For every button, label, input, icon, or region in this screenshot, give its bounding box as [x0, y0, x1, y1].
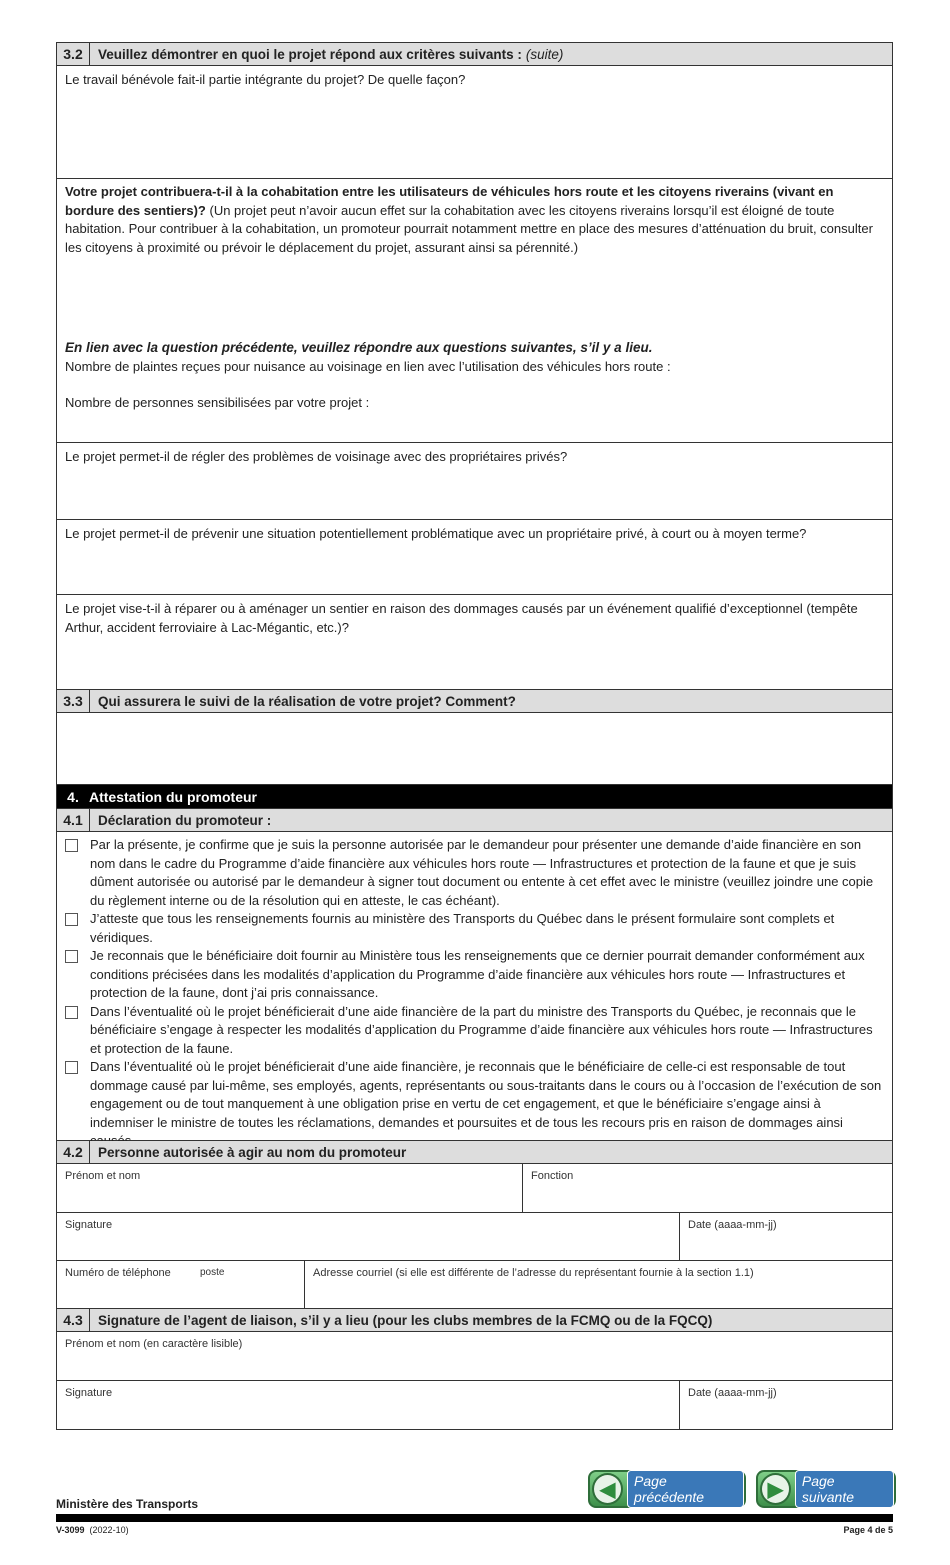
question-label: Le projet permet-il de régler des problèmes de voisinage avec des propriétaires privés? — [65, 449, 568, 464]
signature-field[interactable] — [57, 1213, 679, 1260]
next-page-label: Page suivante — [795, 1470, 894, 1508]
question-detail: (Un projet peut n’avoir aucun effet sur la cohabitation avec les citoyens riverains lorsqu’il est éloigné de toute habitation. Pour contribuer à la cohabitation, un promoteur pourrait notamment mettre en place des mesures d’atténuation du bruit, consulter les citoyens à proximité ou prévoir le déplacement du projet, assurant ainsi sa pérennité.) — [65, 202, 873, 255]
follow-up-block — [57, 339, 892, 413]
section-3-3-header — [57, 690, 892, 713]
section-number: 4.1 — [57, 809, 90, 831]
section-title-text: Veuillez démontrer en quoi le projet répond aux critères suivants : — [98, 46, 522, 62]
arrow-left-icon: ◀ — [592, 1473, 623, 1505]
field-label: Signature — [65, 1387, 113, 1399]
liaison-signature-field[interactable] — [57, 1381, 679, 1429]
liaison-name-field[interactable] — [57, 1332, 892, 1380]
declaration-checkbox[interactable] — [65, 1061, 78, 1074]
prevent-issues-field[interactable] — [57, 520, 892, 595]
volunteer-work-field[interactable] — [57, 66, 892, 179]
section-title: Déclaration du promoteur : — [98, 812, 272, 828]
form — [56, 42, 893, 1430]
declaration-checkbox[interactable] — [65, 839, 78, 852]
section-4-2-header — [57, 1141, 892, 1164]
next-page-button[interactable] — [756, 1470, 896, 1508]
liaison-name-row — [57, 1332, 892, 1381]
declaration-item — [57, 1058, 892, 1151]
suite-label: (suite) — [525, 46, 564, 62]
name-function-row — [57, 1164, 892, 1213]
section-number: 3.3 — [57, 690, 90, 712]
declaration-item — [57, 836, 892, 910]
field-label: Signature — [65, 1219, 113, 1231]
section-number: 4.2 — [57, 1141, 90, 1163]
declaration-text: Dans l’éventualité où le projet bénéficierait d’une aide financière, je reconnais que le bénéficiaire de celle-ci est responsable de tout dommage causé par lui-même, ses employés, agents, représentants ou sous-traitants dans le cours ou à l’occasion de l’exécution de son engagement ou de tout manquement à une obligation prise en vertu de cet engagement, et que le bénéficiaire s’engage ainsi à indemniser le ministre de toutes les réclamations, demandes et poursuites et de tous les recours pris en raison de dommages ainsi — [90, 1059, 882, 1130]
field-label: Fonction — [531, 1170, 574, 1182]
section-4-header — [57, 785, 892, 809]
date-field[interactable] — [679, 1213, 892, 1260]
declaration-text: J’atteste que tous les renseignements fournis au ministère des Transports du Québec dans le présent formulaire sont complets et véridiques. — [90, 911, 835, 945]
exceptional-event-field[interactable] — [57, 595, 892, 690]
ministry-name: Ministère des Transports — [56, 1497, 199, 1511]
declaration-item — [57, 947, 892, 1003]
form-code-number: V-3099 — [56, 1525, 85, 1535]
footer-bar — [56, 1514, 893, 1522]
declaration-checkbox[interactable] — [65, 913, 78, 926]
declaration-list — [57, 832, 892, 1141]
arrow-right-icon: ▶ — [760, 1473, 791, 1505]
declaration-text: Je reconnais que le bénéficiaire doit fournir au Ministère tous les renseignements que ce dernier pourrait demander conformément aux conditions précisées dans les modalités d’application du Programme d’aide financière aux véhicules hors route — Infrastructures et protection de la faune, dont j’ai pris connaissance. — [90, 948, 865, 1000]
field-label: Prénom et nom (en caractère lisible) — [65, 1338, 243, 1350]
declaration-checkbox[interactable] — [65, 950, 78, 963]
section-number: 3.2 — [57, 43, 90, 65]
sensitized-count-label: Nombre de personnes sensibilisées par votre projet : — [65, 395, 370, 410]
section-number: 4.3 — [57, 1309, 90, 1331]
declaration-text: Par la présente, je confirme que je suis la personne autorisée par le demandeur pour présenter une demande d’aide financière en son nom dans le cadre du Programme d’aide financière aux véhicules hors route — Infrastructures et protection de la faune et que je suis dûment autorisée ou autorisé par le demandeur à signer tout document ou entente à cet effet avec le ministre (veuillez joindre une copie du règlement interne ou de la résolution qui en atteste, le cas échéant). — [90, 837, 874, 908]
question-label: Le projet permet-il de prévenir une situation potentiellement problématique avec un propriétaire privé, à court ou à moyen terme? — [65, 526, 807, 541]
cohabitation-field[interactable] — [57, 179, 892, 443]
previous-page-button[interactable] — [588, 1470, 746, 1508]
field-label: Date (aaaa-mm-jj) — [688, 1219, 777, 1231]
section-title — [90, 47, 563, 62]
name-field[interactable] — [57, 1164, 522, 1212]
field-label: Prénom et nom — [65, 1170, 141, 1182]
liaison-signature-row — [57, 1381, 892, 1429]
liaison-date-field[interactable] — [679, 1381, 892, 1429]
follow-up-field[interactable] — [57, 713, 892, 785]
field-label: Adresse courriel (si elle est différente de l’adresse du représentant fournie à la section 1.1) — [313, 1267, 754, 1279]
section-number: 4. — [67, 788, 79, 805]
declaration-item — [57, 910, 892, 947]
question-bold: Votre projet contribuera-t-il à la cohabitation entre les utilisateurs de véhicules hors route et les citoyens riverains (vivant en bordure des sentiers)? — [65, 184, 834, 218]
phone-field[interactable] — [57, 1261, 304, 1308]
section-title: Attestation du promoteur — [89, 788, 257, 805]
field-label: Date (aaaa-mm-jj) — [688, 1387, 777, 1399]
section-title: Qui assurera le suivi de la réalisation de votre projet? Comment? — [98, 693, 516, 709]
declaration-text: Dans l’éventualité où le projet bénéficierait d’une aide financière de la part du ministre des Transports du Québec, je reconnais que le bénéficiaire s’engage à respecter les modalités d’application du Programme d’aide financière aux véhicules hors route — Infrastructures et protection de la faune. — [90, 1003, 873, 1056]
section-3-2-header — [57, 43, 892, 66]
section-4-1-header — [57, 809, 892, 832]
follow-up-intro: En lien avec la question précédente, veuillez répondre aux questions suivantes, s’il y a lieu. — [65, 340, 653, 355]
extension-label: poste — [200, 1267, 225, 1278]
form-version: (2022-10) — [89, 1525, 129, 1535]
section-4-3-header — [57, 1309, 892, 1332]
page-number: Page 4 de 5 — [843, 1525, 893, 1535]
question-label: Le projet vise-t-il à réparer ou à aménager un sentier en raison des dommages causés par un événement qualifié d’exceptionnel (tempête Arthur, accident ferroviaire à Lac-Mégantic, etc.)? — [65, 601, 858, 635]
question-label — [57, 179, 892, 257]
previous-page-label: Page précédente — [627, 1470, 744, 1508]
phone-email-row — [57, 1261, 892, 1309]
neighbour-issues-field[interactable] — [57, 443, 892, 520]
signature-date-row — [57, 1213, 892, 1261]
form-code — [56, 1525, 129, 1535]
email-field[interactable] — [304, 1261, 892, 1308]
section-title: Signature de l’agent de liaison, s’il y a lieu (pour les clubs membres de la FCMQ ou de la FQCQ) — [98, 1312, 713, 1328]
question-label: Le travail bénévole fait-il partie intégrante du projet? De quelle façon? — [65, 72, 466, 87]
field-label: Numéro de téléphone — [65, 1267, 171, 1279]
declaration-checkbox[interactable] — [65, 1006, 78, 1019]
complaints-count-label: Nombre de plaintes reçues pour nuisance au voisinage en lien avec l’utilisation des véhicules hors route : — [65, 358, 671, 374]
function-field[interactable] — [522, 1164, 892, 1212]
section-title: Personne autorisée à agir au nom du promoteur — [98, 1144, 407, 1160]
declaration-item — [57, 1003, 892, 1059]
